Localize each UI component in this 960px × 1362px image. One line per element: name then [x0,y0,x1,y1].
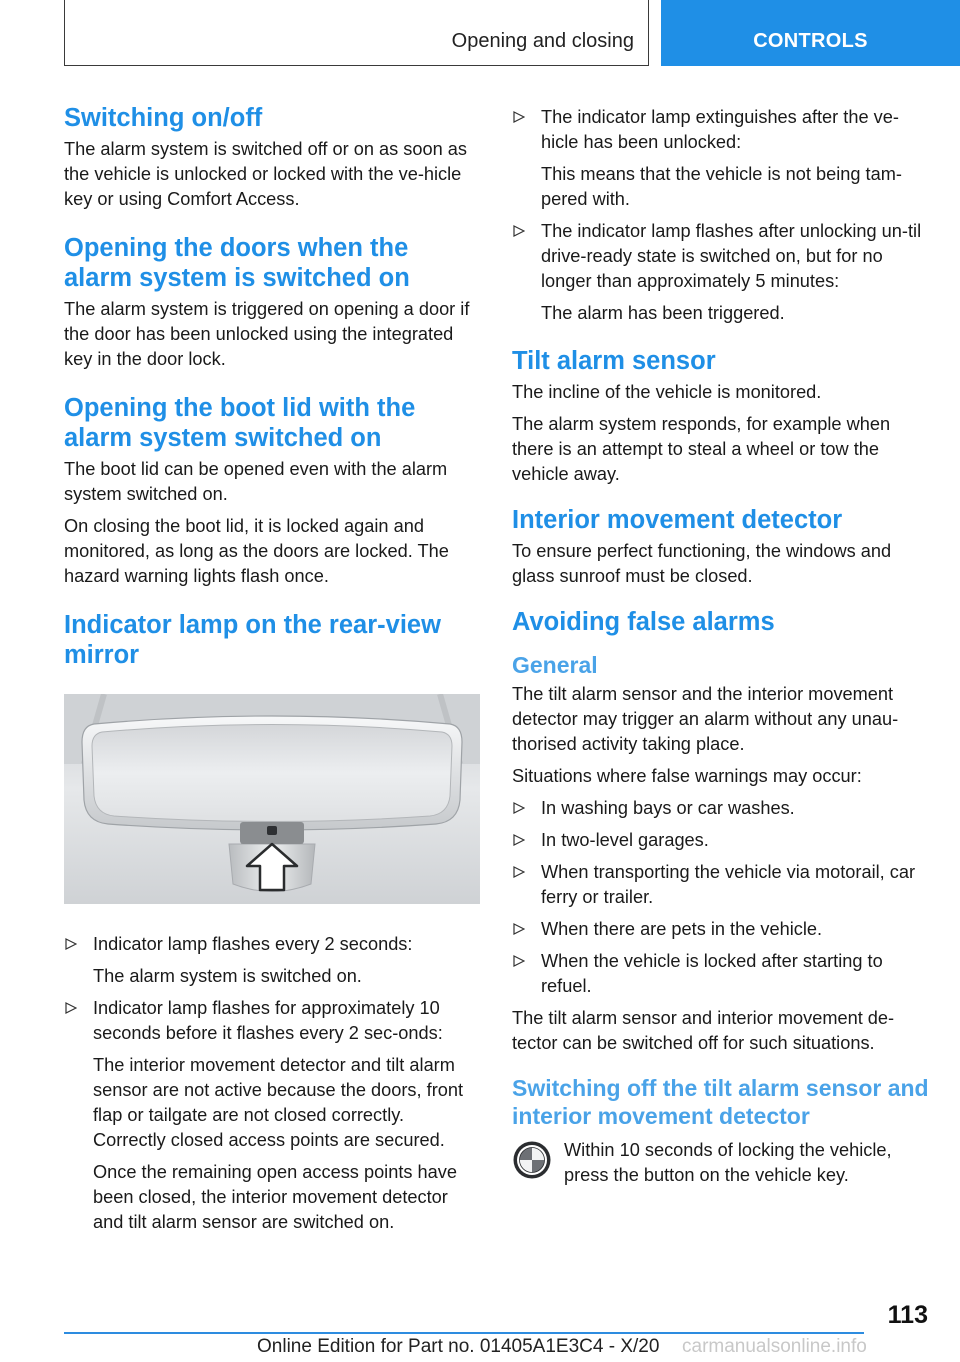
paragraph: On closing the boot lid, it is locked again and monitored, as long as the doors are locked. The hazard warning lights flash once. [64,516,449,586]
list-item-text: When there are pets in the vehicle. [541,919,823,939]
page-number: 113 [887,1301,928,1329]
heading-boot-lid: Opening the boot lid with the alarm system switched on [64,394,416,452]
triangle-right-icon [513,802,525,814]
heading-switching-on-off: Switching on/off [64,104,263,132]
paragraph: The tilt alarm sensor and the interior movement detector may trigger an alarm without any unau‐thorised activity taking place. [512,684,899,754]
header-box [64,0,649,66]
vehicle-key-logo-icon [512,1140,552,1180]
list-item-text: The indicator lamp flashes after unlocking un‐til drive-ready state is switched on, but for no longer than approximately 5 minutes: [541,221,922,291]
heading-interior-movement-detector: Interior movement detector [512,506,843,534]
triangle-right-icon [513,225,525,237]
paragraph: The boot lid can be opened even with the alarm system switched on. [64,459,448,504]
paragraph: The tilt alarm sensor and interior movement de‐tector can be switched off for such situations. [512,1008,895,1053]
header-chapter-label: CONTROLS [753,30,868,52]
heading-tilt-alarm-sensor: Tilt alarm sensor [512,347,716,375]
triangle-right-icon [513,955,525,967]
list-item-text: The indicator lamp extinguishes after the ve‐hicle has been unlocked: [541,107,899,152]
list-item [512,828,930,853]
section-interior-movement-detector [512,505,930,589]
list-item [64,996,480,1235]
triangle-right-icon [513,923,525,935]
paragraph: The alarm system responds, for example when there is an attempt to steal a wheel or tow the vehicle away. [512,414,891,484]
paragraph: Situations where false warnings may occur: [512,766,862,786]
section-avoiding-false-alarms [512,607,930,1056]
list-item [512,219,930,326]
list-item [512,796,930,821]
section-boot-lid [64,393,480,589]
header-section-title: Opening and closing [451,30,634,52]
footer-edition: Online Edition for Part no. 01405A1E3C4 - X/20 [257,1336,660,1357]
heading-indicator-lamp: Indicator lamp on the rear-view mirror [64,611,441,669]
list-item-subtext: The interior movement detector and tilt alarm sensor are not active because the doors, front flap or tailgate are not closed correctly. Correctly closed access points are secured. [93,1055,464,1150]
triangle-right-icon [513,834,525,846]
footer-watermark: carmanualsonline.info [682,1336,867,1357]
rear-view-mirror-illustration [64,694,480,904]
left-column [64,103,480,1242]
list-item-subtext: The alarm system is switched on. [93,966,362,986]
indicator-lamp-list-continued [512,105,930,326]
list-item [512,949,930,999]
paragraph: The incline of the vehicle is monitored. [512,382,822,402]
list-item-text: When transporting the vehicle via motorail, car ferry or trailer. [541,862,916,907]
paragraph: The alarm system is switched off or on as soon as the vehicle is unlocked or locked with the ve‐hicle key or using Comfort Access. [64,139,467,209]
key-instruction [512,1138,930,1188]
paragraph: Within 10 seconds of locking the vehicle, press the button on the vehicle key. [564,1140,892,1185]
list-item [512,105,930,212]
subheading-general: General [512,652,598,678]
list-item-subtext: This means that the vehicle is not being tam‐pered with. [541,164,902,209]
list-item-subtext: The alarm has been triggered. [541,303,785,323]
list-item-text: In washing bays or car washes. [541,798,795,818]
false-alarm-situations-list [512,796,930,999]
section-tilt-alarm-sensor [512,346,930,487]
section-opening-doors [64,233,480,372]
list-item-text: Indicator lamp flashes every 2 seconds: [93,934,413,954]
section-switching-off-sensors [512,1074,930,1188]
triangle-right-icon [65,938,77,950]
list-item [512,860,930,910]
section-indicator-lamp [64,610,480,1235]
right-column [512,105,930,1195]
header-chapter-tab [661,0,960,66]
list-item [512,917,930,942]
triangle-right-icon [513,111,525,123]
triangle-right-icon [65,1002,77,1014]
paragraph: To ensure perfect functioning, the windows and glass sunroof must be closed. [512,541,892,586]
paragraph: The alarm system is triggered on opening a door if the door has been unlocked using the integrated key in the door lock. [64,299,470,369]
indicator-lamp-list [64,932,480,1235]
rear-view-mirror-image [64,694,480,904]
footer-divider [64,1332,864,1334]
list-item [64,932,480,989]
list-item-text: Indicator lamp flashes for approximately 10 seconds before it flashes every 2 sec‐onds: [93,998,443,1043]
list-item-text: In two-level garages. [541,830,709,850]
heading-opening-doors: Opening the doors when the alarm system is switched on [64,234,410,292]
heading-avoiding-false-alarms: Avoiding false alarms [512,608,775,636]
list-item-text: When the vehicle is locked after starting to refuel. [541,951,883,996]
list-item-subtext: Once the remaining open access points have been closed, the interior movement detector and tilt alarm sensor are switched on. [93,1162,457,1232]
subheading-switching-off-sensors: Switching off the tilt alarm sensor and interior movement detector [512,1075,929,1129]
section-switching-on-off [64,103,480,212]
triangle-right-icon [513,866,525,878]
